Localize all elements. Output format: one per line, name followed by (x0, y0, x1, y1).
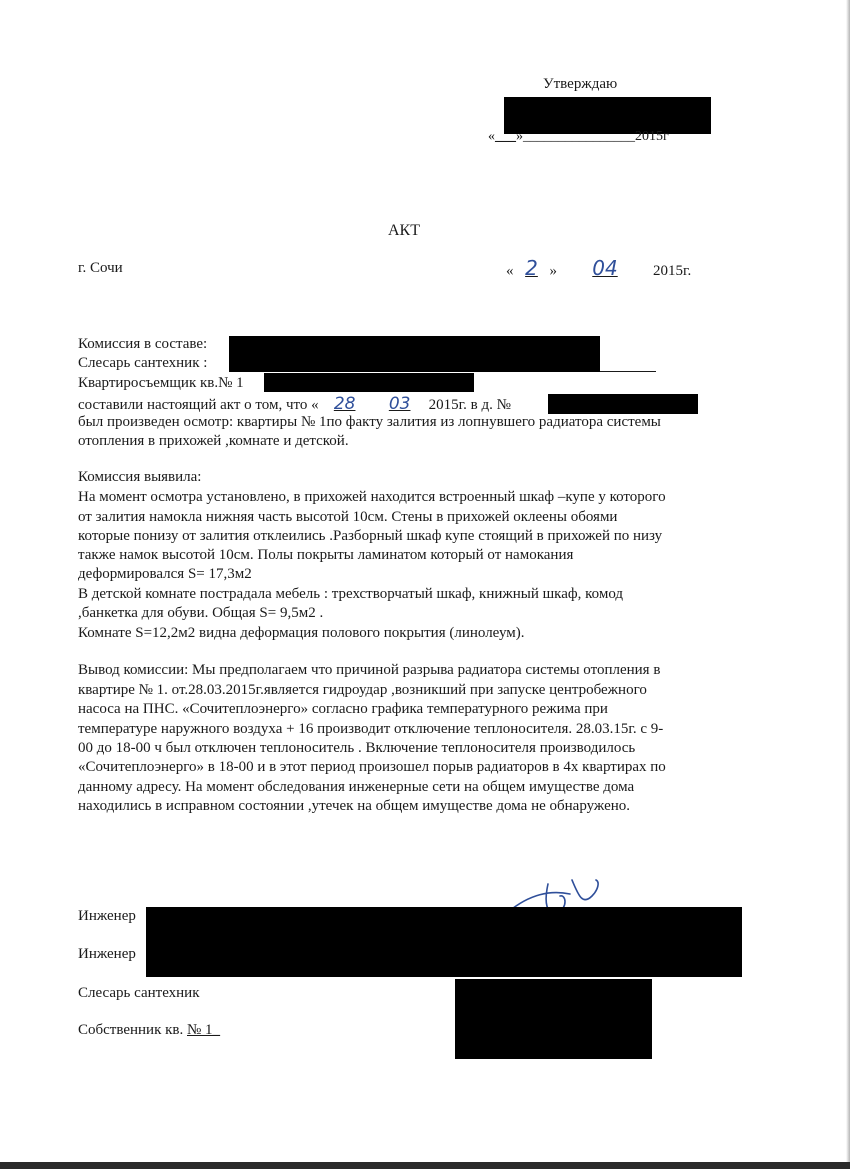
flood-day: 28 (333, 394, 356, 414)
approval-date-open: « (488, 129, 495, 144)
composed-line (78, 394, 511, 414)
findings-line: которые понизу от залития отклеились .Разборный шкаф купе стоящий в прихожей по низу (78, 528, 663, 544)
findings-line: На момент осмотра установлено, в прихожей находится встроенный шкаф –купе у которого (78, 489, 666, 505)
page-title: АКТ (388, 222, 420, 239)
findings-line: Комнате S=12,2м2 видна деформация полового покрытия (линолеум). (78, 625, 525, 641)
rooms-line: отопления в прихожей ,комнате и детской. (78, 433, 349, 449)
act-date-month: 04 (592, 256, 618, 280)
conclusion-line: 00 до 18-00 ч был отключен теплоноситель . Включение теплоносителя производилось (78, 740, 636, 756)
approval-date (488, 129, 669, 145)
act-date-day: 2 (525, 256, 538, 280)
approval-date-day: ___ (495, 129, 516, 144)
address-redaction (548, 394, 698, 414)
approval-date-close: » (516, 129, 523, 144)
plumber-signature-label: Слесарь сантехник (78, 985, 200, 1001)
conclusion-line: Вывод комиссии: Мы предполагаем что причиной разрыва радиатора системы отопления в (78, 662, 661, 678)
plumber-label: Слесарь сантехник : (78, 355, 208, 371)
conclusion-line: «Сочитеплоэнерго» в 18-00 и в этот период произошел порыв радиаторов в 4х квартирах по (78, 759, 666, 775)
city-label: г. Сочи (78, 260, 123, 276)
act-date-close: » (549, 263, 557, 279)
flood-year-text: 2015г. в д. № (428, 397, 511, 413)
findings-line: ,банкетка для обуви. Общая S= 9,5м2 . (78, 605, 324, 621)
conclusion-line: насоса на ПНС. «Сочитеплоэнерго» согласно графика температурного режима при (78, 701, 608, 717)
act-date-open: « (506, 263, 514, 279)
plumber-underline (600, 371, 656, 372)
tenant-redaction (264, 373, 474, 392)
scan-edge-right (846, 0, 850, 1169)
act-date (506, 256, 691, 280)
commission-members-redaction (229, 336, 600, 372)
findings-line: В детской комнате пострадала мебель : трехстворчатый шкаф, книжный шкаф, комод (78, 586, 624, 602)
owner-apt: № 1_ (187, 1022, 221, 1038)
act-date-year: 2015г. (653, 263, 692, 279)
owner-label (78, 1022, 220, 1039)
tenant-label: Квартиросъемщик кв.№ 1 (78, 375, 244, 391)
signatures-redaction (455, 979, 652, 1059)
conclusion-line: данному адресу. На момент обследования инженерные сети на общем имуществе дома (78, 779, 635, 795)
conclusion-line: квартире № 1. от.28.03.2015г.является гидроудар ,возникший при запуске центробежного (78, 682, 647, 698)
commission-members-label: Комиссия в составе: (78, 336, 208, 352)
findings-heading: Комиссия выявила: (78, 469, 202, 485)
approval-date-year: 2015г (635, 129, 669, 144)
flood-month: 03 (388, 394, 411, 414)
approve-label: Утверждаю (543, 76, 618, 92)
conclusion-line: температуре наружного воздуха + 16 производит отключение теплоносителя. 28.03.15г. с 9- (78, 721, 664, 737)
inspection-line: был произведен осмотр: квартиры № 1по факту залития из лопнувшего радиатора системы (78, 414, 661, 430)
owner-label-text: Собственник кв. (78, 1022, 184, 1038)
scan-edge-bottom (0, 1162, 850, 1169)
findings-line: от залития намокла нижняя часть высотой 10см. Стены в прихожей оклеены обоями (78, 509, 618, 525)
engineer2-label: Инженер (78, 946, 136, 962)
findings-line: также намок высотой 10см. Полы покрыты ламинатом который от намокания (78, 547, 574, 563)
findings-line: деформировался S= 17,3м2 (78, 566, 252, 582)
engineer1-label: Инженер (78, 908, 136, 924)
engineers-redaction (146, 907, 742, 977)
conclusion-line: находились в исправном состоянии ,утечек на общем имуществе дома не обнаружено. (78, 798, 631, 814)
approval-date-line: ________________ (523, 129, 635, 144)
composed-text: составили настоящий акт о том, что « (78, 397, 319, 413)
